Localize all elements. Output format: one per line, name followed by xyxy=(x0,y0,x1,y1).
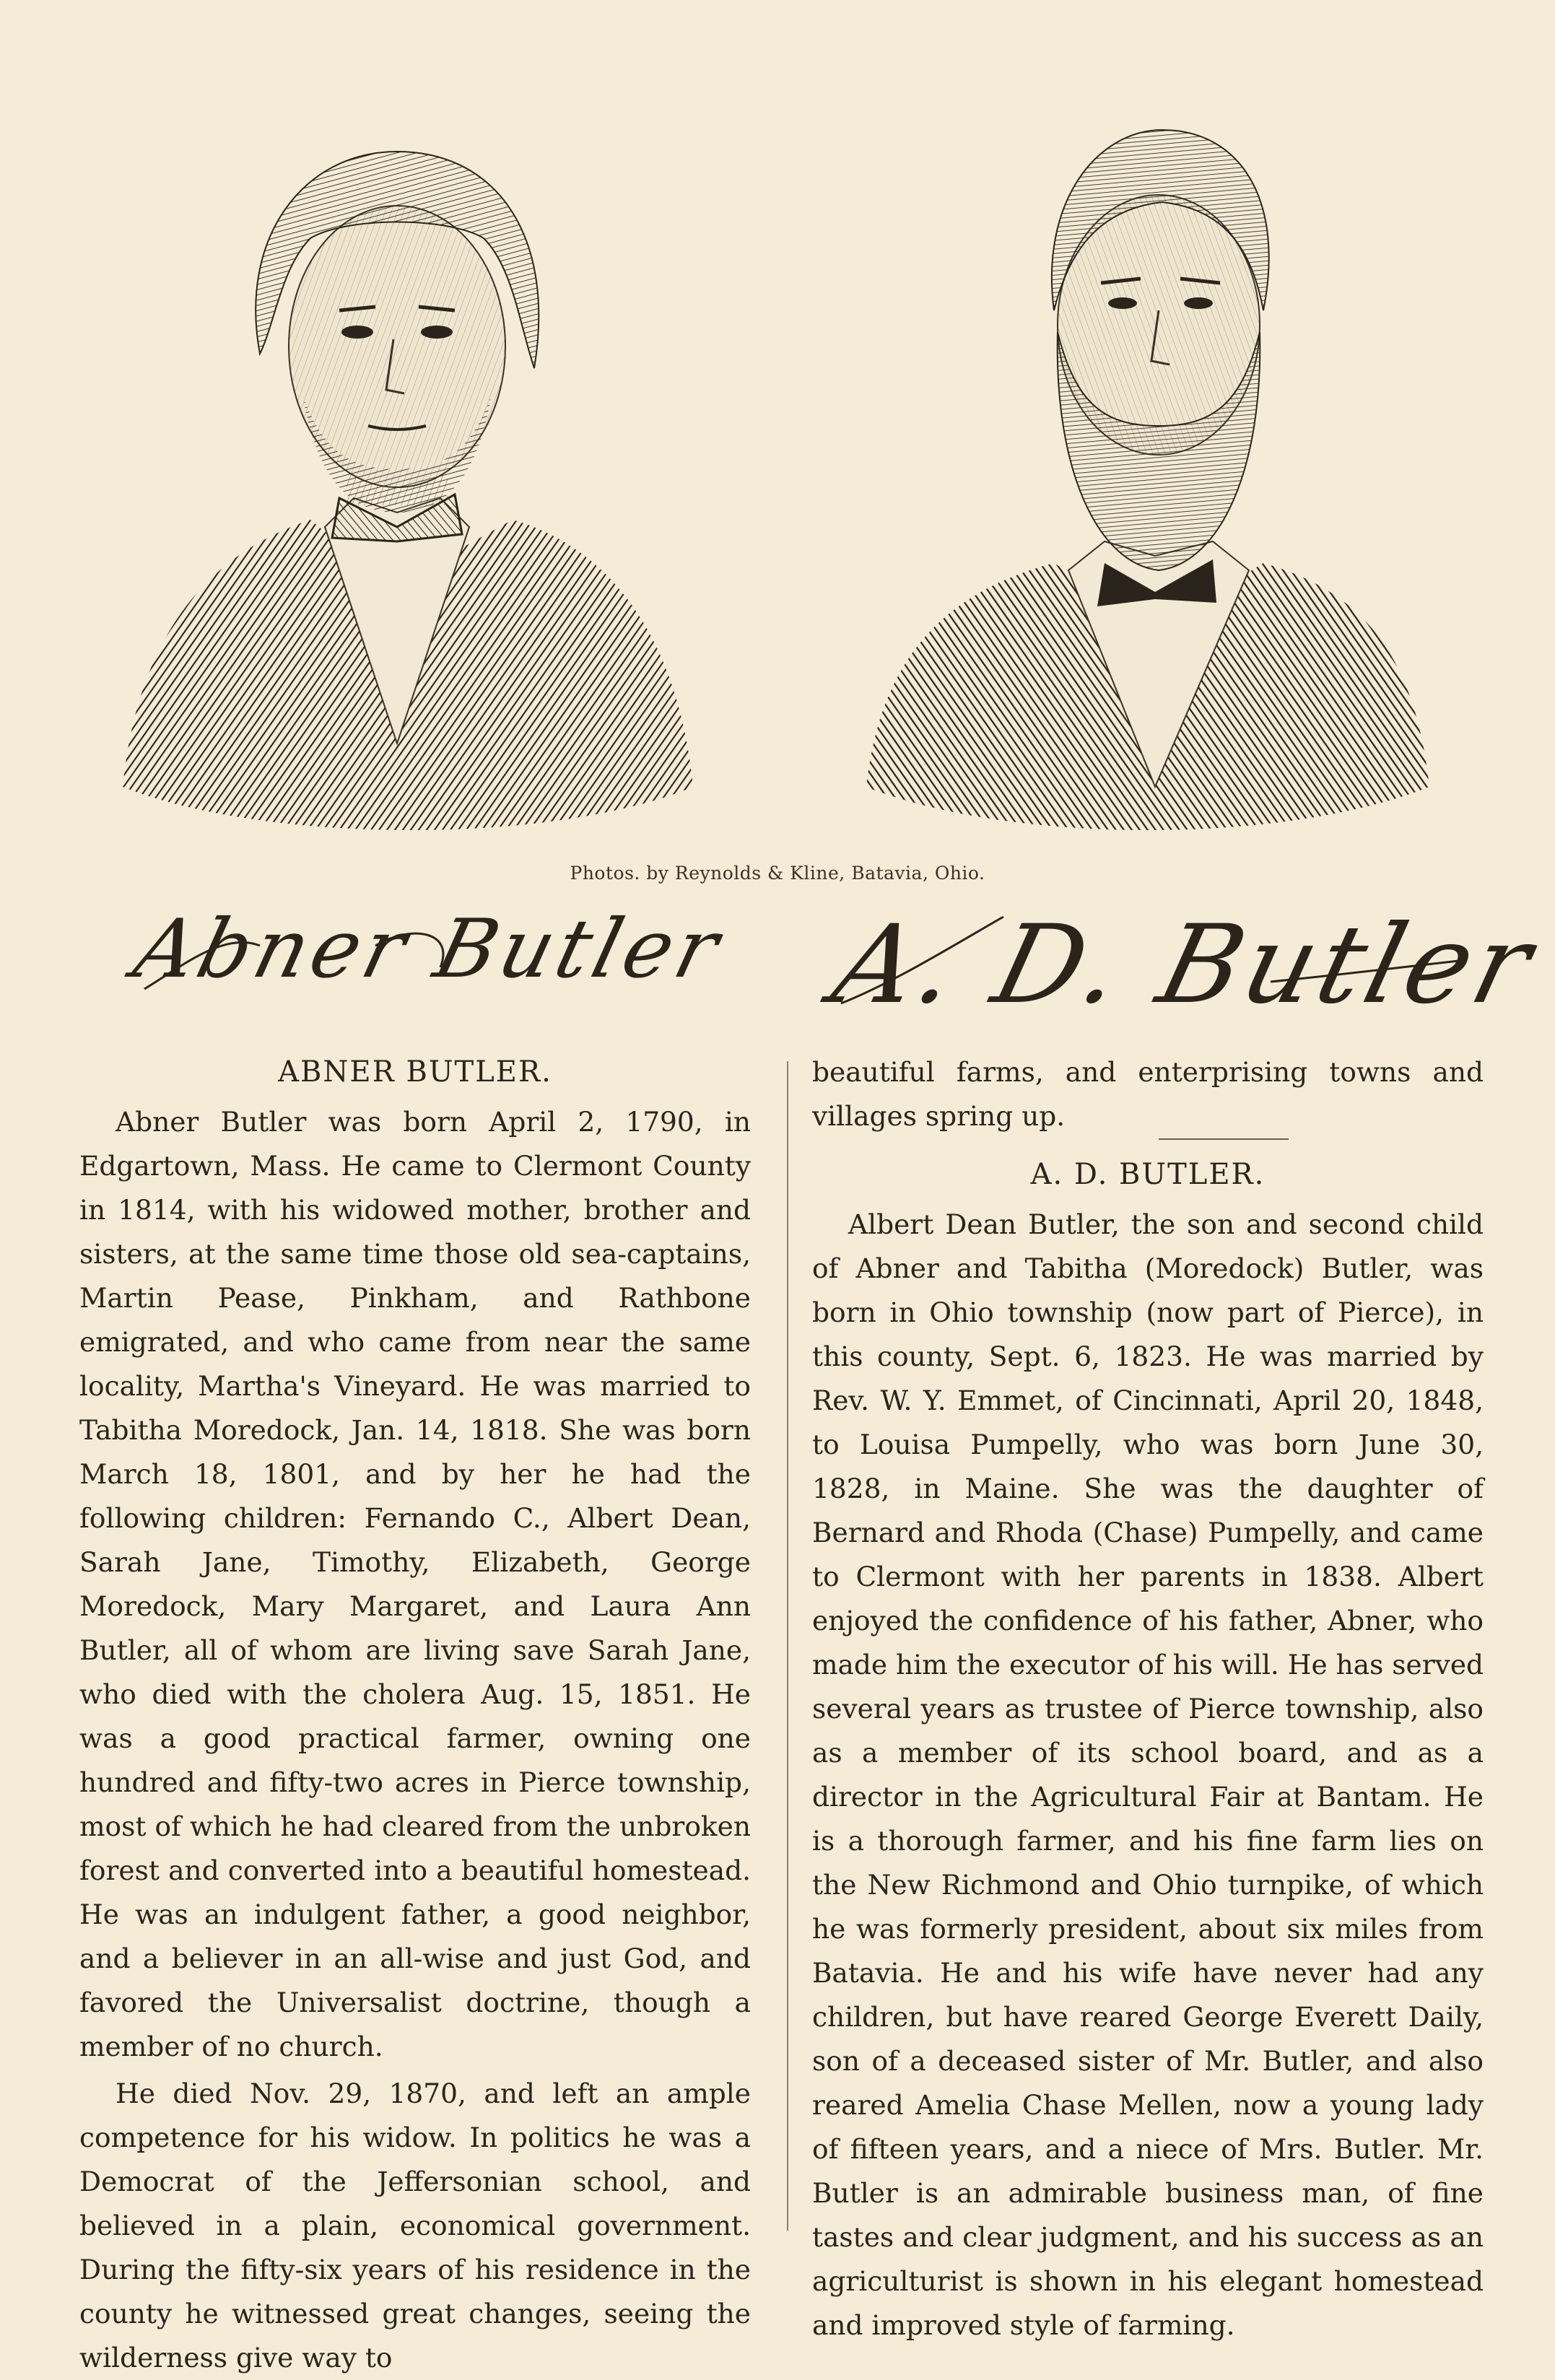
photo-credit: Photos. by Reynolds & Kline, Batavia, Ohio. xyxy=(570,863,985,884)
a-d-butler-paragraph-1: Albert Dean Butler, the son and second child of Abner and Tabitha (Moredock) Butler, was born in Ohio township (now part of Pierce), in this county, Sept. 6, 1823. He was married by Rev. W. Y. Emmet, of Cincinnati, April 20, 1848, to Louisa Pumpelly, who was born June 30, 1828, in Maine. She was the daughter of Bernard and Rhoda (Chase) Pumpelly, and came to Clermont with her parents in 1838. Albert enjoyed the confidence of his father, Abner, who made him the executor of his will. He has served several years as trustee of Pierce township, also as a member of its school board, and as a director in the Agricultural Fair at Bantam. He is a thorough farmer, and his fine farm lies on the New Richmond and Ohio turnpike, of which he was formerly president, about six miles from Batavia. He and his wife have never had any children, but have reared George Everett Daily, son of a deceased sister of Mr. Butler, and also reared Amelia Chase Mellen, now a young lady of fifteen years, and a niece of Mrs. Butler. Mr. Butler is an admirable business man, of fine tastes and clear judgment, and his success as an agriculturist is shown in his elegant homestead and improved style of farming. xyxy=(812,1208,1484,2341)
signature-abner-butler: Abner Butler xyxy=(125,902,732,996)
article-a-d-butler xyxy=(812,1050,1484,2348)
portrait-a-d-butler xyxy=(837,94,1458,859)
abner-continuation: beautiful farms, and enterprising towns and villages spring up. xyxy=(812,1056,1484,1132)
article-abner-butler xyxy=(79,1050,751,2380)
section-rule xyxy=(1159,1138,1289,1140)
abner-paragraph-2: He died Nov. 29, 1870, and left an ample competence for his widow. In politics he was a Democrat of the Jeffersonian school, and believed in a plain, economical government. During the fifty-six years of his residence in the county he witnessed great changes, seeing the wilderness give way to xyxy=(79,2078,751,2374)
abner-paragraph-1: Abner Butler was born April 2, 1790, in Edgartown, Mass. He came to Clermont County in 1814, with his widowed mother, brother and sisters, at the same time those old sea-captains, Martin Pease, Pinkham, and Rathbone emigrated, and who came from near the same locality, Martha's Vineyard. He was married to Tabitha Moredock, Jan. 14, 1818. She was born March 18, 1801, and by her he had the following children: Fernando C., Albert Dean, Sarah Jane, Timothy, Elizabeth, George Moredock, Mary Margaret, and Laura Ann Butler, all of whom are living save Sarah Jane, who died with the cholera Aug. 15, 1851. He was a good practical farmer, owning one hundred and fifty-two acres in Pierce township, most of which he had cleared from the unbroken forest and converted into a beautiful homestead. He was an indulgent father, a good neighbor, and a believer in an all-wise and just God, and favored the Universalist doctrine, though a member of no church. xyxy=(79,1106,751,2062)
column-divider xyxy=(787,1061,788,2231)
signature-a-d-butler: A. D. Butler xyxy=(822,902,1548,1028)
portrait-abner-butler xyxy=(108,94,729,859)
heading-abner-butler: ABNER BUTLER. xyxy=(278,1055,552,1089)
heading-a-d-butler: A. D. BUTLER. xyxy=(1030,1158,1266,1191)
